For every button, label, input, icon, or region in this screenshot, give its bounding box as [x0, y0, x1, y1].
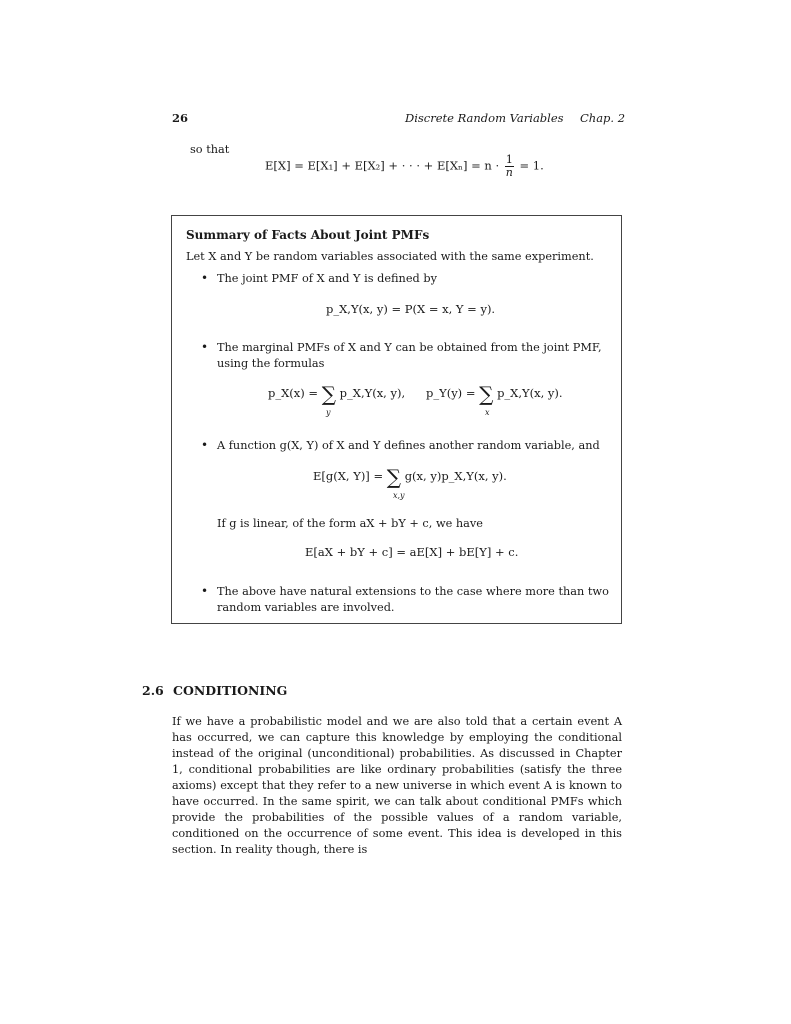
eq1-left: E[X] = E[X₁] + E[X₂] + · · · + E[Xₙ] = n · — [265, 158, 500, 173]
section-title: CONDITIONING — [173, 683, 288, 698]
section-paragraph: If we have a probabilistic model and we are also told that a certain event A has occurred, we can capture this knowledge by employing the conditional instead of the original (unconditional) probabilities. As discussed in Chapter 1, conditional probabilities are like ordinary probabilities (satisfy the three axioms) except that they refer to a new universe in which event A is known to have occurred. In the same spirit, we can talk about conditional PMFs which provide the probabilities of the possible values of a random variable, conditioned on the occurrence of some event. This idea is developed in this section. In reality though, there is — [172, 715, 622, 856]
eq1-frac-num: 1 — [505, 153, 513, 166]
marg-y-limit: x — [485, 408, 490, 417]
exp-limit: x,y — [393, 491, 405, 500]
marg-x-right: p_X,Y(x, y), — [339, 386, 406, 400]
expectation-sum-equation — [265, 154, 544, 179]
bullet-dot: • — [201, 271, 209, 285]
sum-symbol: ∑ — [386, 465, 402, 489]
so-that-text: so that — [190, 143, 230, 156]
bullet1-text: The joint PMF of X and Y is defined by — [217, 272, 437, 285]
bullet4-line2: random variables are involved. — [217, 601, 395, 614]
marg-y-right: p_X,Y(x, y). — [497, 386, 563, 400]
page-number: 26 — [172, 111, 189, 125]
bullet-dot: • — [201, 438, 209, 452]
marg-x-limit: y — [326, 408, 331, 417]
bullet3-text: A function g(X, Y) of X and Y defines another random variable, and — [217, 439, 600, 452]
marg-y-left: p_Y(y) = — [426, 386, 476, 400]
marginal-x-equation — [268, 384, 405, 404]
bullet2-line1: The marginal PMFs of X and Y can be obtained from the joint PMF, — [217, 341, 602, 354]
sum-symbol: ∑ — [321, 382, 336, 406]
section-number: 2.6 — [142, 683, 164, 698]
bullet2-line2: using the formulas — [217, 357, 325, 370]
bullet-dot: • — [201, 584, 209, 598]
running-title: Discrete Random Variables — [405, 111, 564, 125]
eq1-frac-den: n — [505, 166, 513, 179]
summary-title: Summary of Facts About Joint PMFs — [186, 228, 430, 242]
joint-pmf-equation: p_X,Y(x, y) = P(X = x, Y = y). — [326, 302, 496, 316]
eq1-right: = 1. — [519, 158, 544, 173]
marginal-y-equation — [426, 384, 563, 404]
sum-symbol: ∑ — [479, 382, 494, 406]
linear-text: If g is linear, of the form aX + bY + c, we have — [217, 517, 483, 530]
summary-lead: Let X and Y be random variables associated with the same experiment. — [186, 250, 594, 263]
exp-left: E[g(X, Y)] = — [313, 469, 384, 483]
chapter-label: Chap. 2 — [580, 111, 626, 125]
marg-x-left: p_X(x) = — [268, 386, 319, 400]
exp-right: g(x, y)p_X,Y(x, y). — [404, 469, 507, 483]
expectation-function-equation — [313, 467, 507, 487]
bullet4-line1: The above have natural extensions to the case where more than two — [217, 585, 609, 598]
bullet-dot: • — [201, 340, 209, 354]
eq1-fraction — [505, 154, 514, 179]
linear-expectation-equation: E[aX + bY + c] = aE[X] + bE[Y] + c. — [305, 545, 519, 559]
